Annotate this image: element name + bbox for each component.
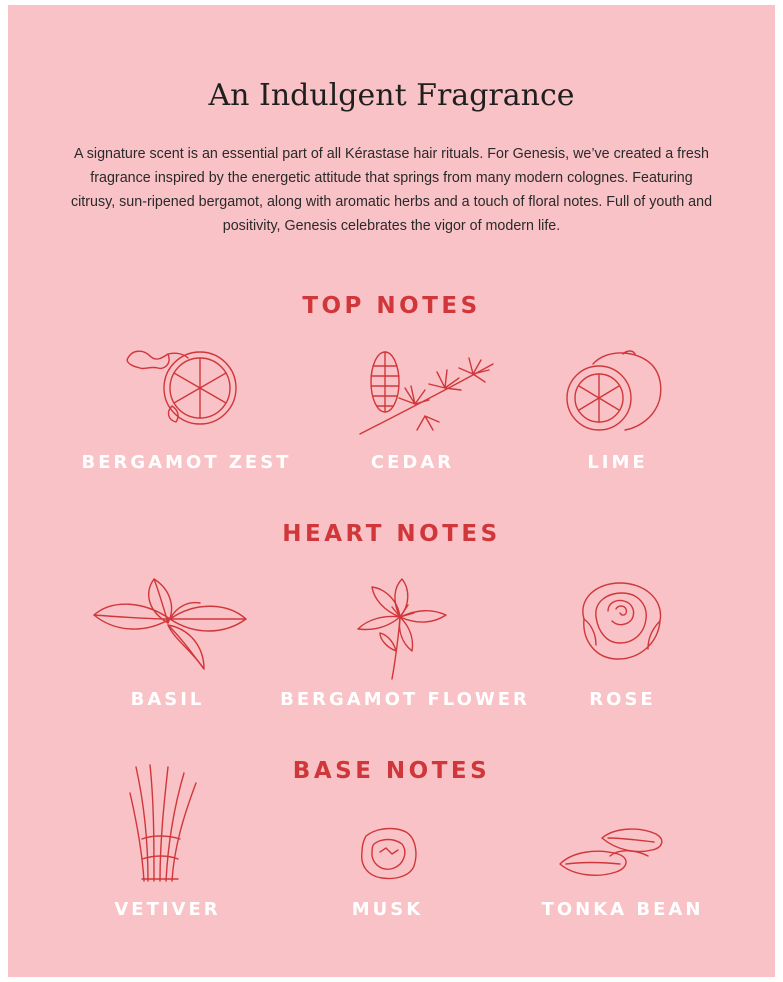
bergamot-flower-icon	[352, 577, 450, 681]
item-label-bergamot-zest: BERGAMOT ZEST	[81, 452, 292, 473]
base-notes-heading: BASE NOTES	[292, 758, 491, 784]
lime-icon	[563, 346, 667, 438]
item-label-musk: MUSK	[351, 899, 424, 920]
basil-icon	[92, 577, 248, 671]
page-title: An Indulgent Fragrance	[208, 78, 575, 113]
item-label-cedar: CEDAR	[370, 452, 455, 473]
rose-icon	[574, 579, 666, 663]
item-label-rose: ROSE	[589, 689, 656, 710]
heart-notes-heading: HEART NOTES	[282, 521, 501, 547]
item-label-bergamot-flower: BERGAMOT FLOWER	[280, 689, 530, 710]
item-label-tonka-bean: TONKA BEAN	[541, 899, 704, 920]
item-label-basil: BASIL	[130, 689, 205, 710]
item-label-lime: LIME	[587, 452, 648, 473]
item-label-vetiver: VETIVER	[114, 899, 221, 920]
cedar-icon	[355, 346, 500, 438]
tonka-bean-icon	[558, 826, 666, 880]
top-notes-heading: TOP NOTES	[302, 293, 481, 319]
bergamot-zest-icon	[122, 346, 242, 428]
vetiver-icon	[128, 763, 202, 885]
musk-icon	[358, 824, 420, 882]
intro-paragraph: A signature scent is an essential part of all Kérastase hair rituals. For Genesis, we’ve created a fresh fragrance inspired by the energetic attitude that springs from many modern colognes. Featuring citrusy, sun-ripened bergamot, along with aromatic herbs and a touch of floral notes. Full of youth and positivity, Genesis celebrates the vigor of modern life.	[70, 146, 713, 234]
